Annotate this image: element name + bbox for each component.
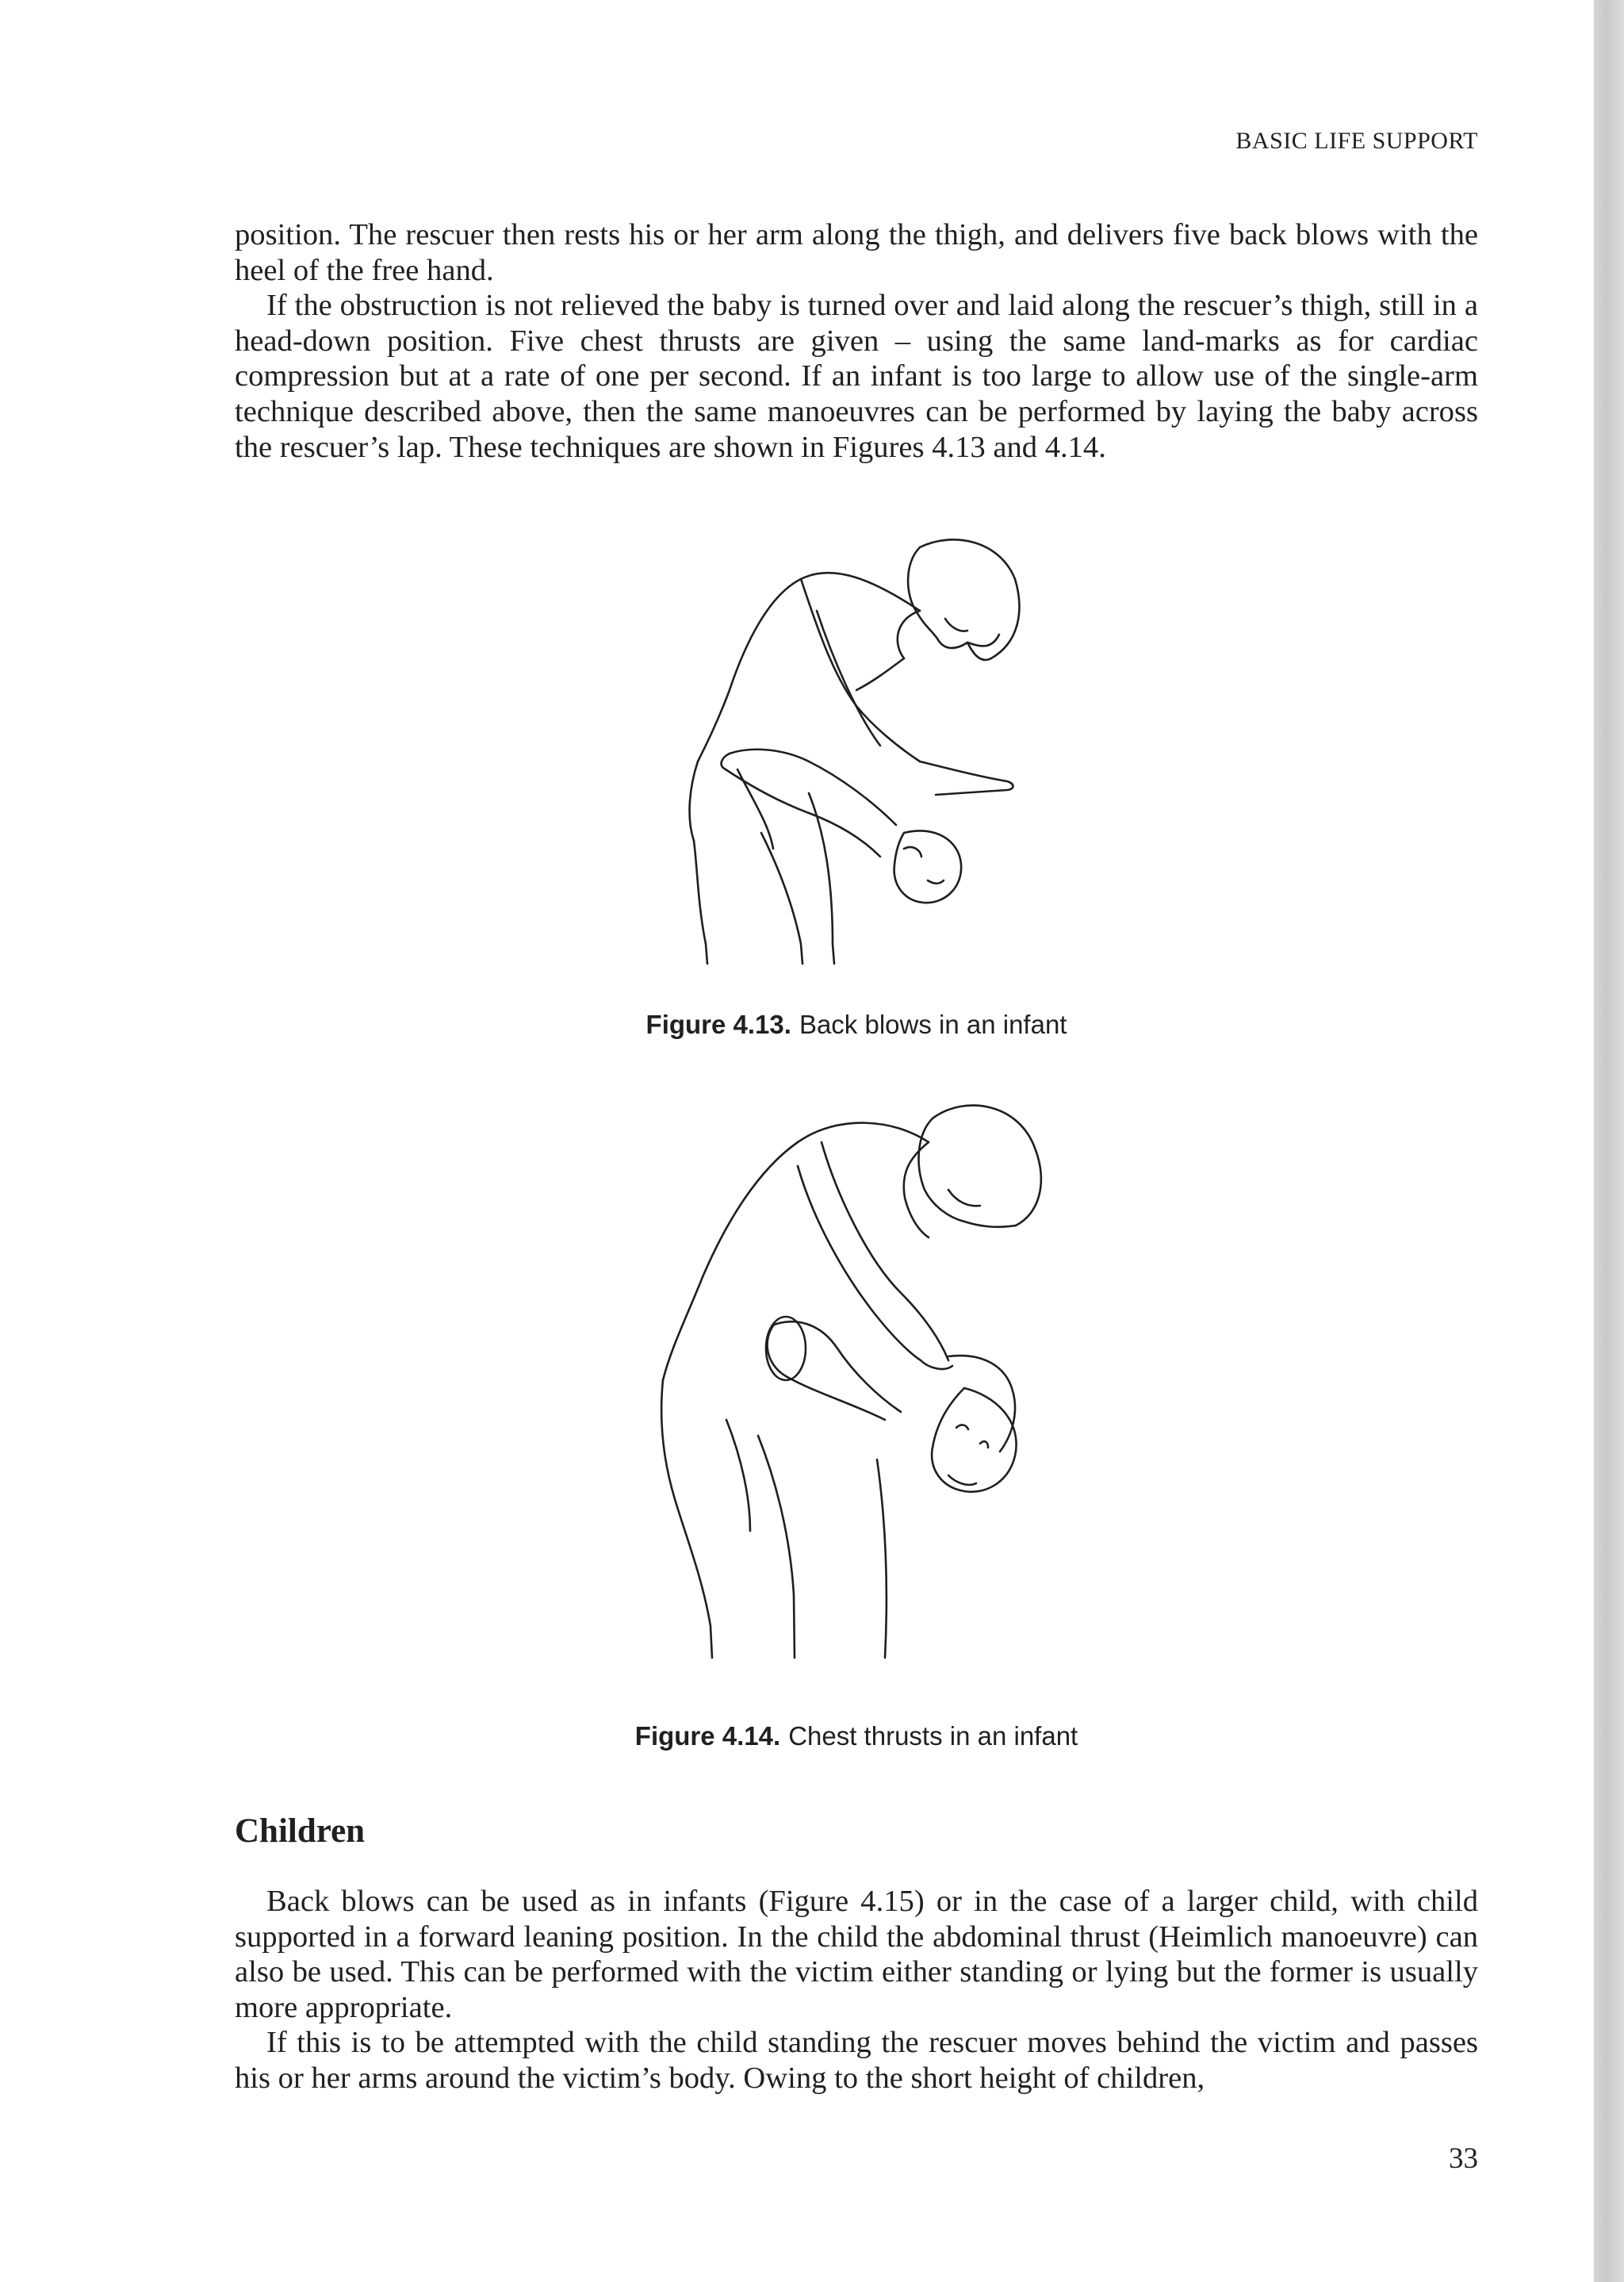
paragraph: Back blows can be used as in infants (Figure 4.15) or in the case of a larger child, with child supported in a forward leaning position. In the child the abdominal thrust (Heimlich manoeuvre) can also be used. This can be performed with the victim either standing or lying but the former is usually more appropriate. xyxy=(235,1885,1478,2024)
figure-number: Figure 4.13. xyxy=(645,1010,791,1039)
figure-back-blows-illustration xyxy=(619,531,1063,976)
figure-number: Figure 4.14. xyxy=(634,1721,781,1751)
text-block-top xyxy=(235,217,1478,465)
figure-chest-thrusts-illustration xyxy=(615,1087,1099,1674)
figure-caption-text: Chest thrusts in an infant xyxy=(788,1721,1078,1751)
figure-caption xyxy=(44,1721,1624,1751)
section-heading: Children xyxy=(235,1812,366,1850)
text-block-bottom xyxy=(235,1884,1478,2096)
page-number: 33 xyxy=(1449,2142,1478,2175)
figure-caption-text: Back blows in an infant xyxy=(799,1010,1067,1039)
paragraph: If the obstruction is not relieved the baby is turned over and laid along the rescuer’s thigh, still in a head-down position. Five chest thrusts are given – using the same land-marks as for cardiac compression but at a rate of one per second. If an infant is too large to allow use of the single-arm technique described above, then the same manoeuvres can be performed by laying the baby across the rescuer’s lap. These techniques are shown in Figures 4.13 and 4.14. xyxy=(235,289,1478,464)
running-head: BASIC LIFE SUPPORT xyxy=(1235,128,1478,154)
figure-caption xyxy=(44,1010,1624,1040)
paragraph: If this is to be attempted with the child standing the rescuer moves behind the victim and passes his or her arms around the victim’s body. Owing to the short height of children, xyxy=(235,2026,1478,2095)
page-edge-shadow xyxy=(1594,0,1624,2282)
paragraph: position. The rescuer then rests his or her arm along the thigh, and delivers five back blows with the heel of the free hand. xyxy=(235,218,1478,287)
